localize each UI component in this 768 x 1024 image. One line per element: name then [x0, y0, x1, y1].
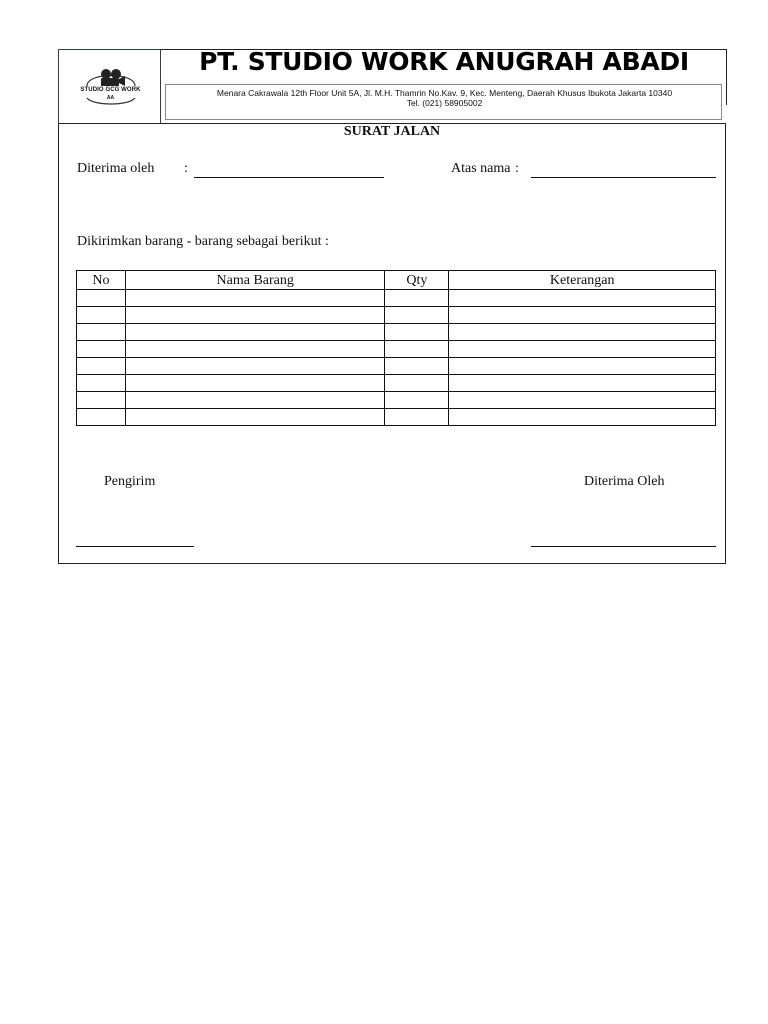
- receiver-signature-line[interactable]: [531, 546, 716, 547]
- cell-qty[interactable]: [385, 358, 449, 375]
- cell-nama-barang[interactable]: [125, 358, 385, 375]
- intro-text: Dikirimkan barang - barang sebagai berikut :: [77, 234, 329, 249]
- table-row: [77, 375, 716, 392]
- cell-keterangan[interactable]: [449, 358, 716, 375]
- cell-qty[interactable]: [385, 409, 449, 426]
- sender-signature-line[interactable]: [76, 546, 194, 547]
- phone-line: Tel. (021) 58905002: [406, 98, 483, 108]
- receiver-label: Diterima Oleh: [584, 474, 665, 489]
- logo-text: STUDIO GCG WORK: [80, 87, 141, 93]
- cell-qty[interactable]: [385, 290, 449, 307]
- table-row: [77, 290, 716, 307]
- cell-no[interactable]: [77, 307, 126, 324]
- cell-nama-barang[interactable]: [125, 290, 385, 307]
- cell-nama-barang[interactable]: [125, 341, 385, 358]
- received-by-label: Diterima oleh: [77, 161, 155, 176]
- cell-no[interactable]: [77, 341, 126, 358]
- cell-qty[interactable]: [385, 307, 449, 324]
- cell-nama-barang[interactable]: [125, 392, 385, 409]
- document-title: SURAT JALAN: [343, 124, 441, 139]
- on-behalf-field[interactable]: [531, 177, 716, 178]
- table-row: [77, 409, 716, 426]
- cell-no[interactable]: [77, 409, 126, 426]
- cell-no[interactable]: [77, 324, 126, 341]
- cell-nama-barang[interactable]: [125, 324, 385, 341]
- received-by-field[interactable]: [194, 177, 384, 178]
- column-header-keterangan: Keterangan: [449, 271, 716, 290]
- logo-subtext: AA: [106, 95, 115, 101]
- table-row: [77, 358, 716, 375]
- cell-nama-barang[interactable]: [125, 375, 385, 392]
- cell-keterangan[interactable]: [449, 324, 716, 341]
- address-line: Menara Cakrawala 12th Floor Unit 5A, Jl. M.H. Thamrin No.Kav. 9, Kec. Menteng, Daerah Khusus Ibukota Jakarta 10340: [216, 88, 673, 98]
- table-row: [77, 307, 716, 324]
- column-header-no: No: [77, 271, 126, 290]
- cell-no[interactable]: [77, 290, 126, 307]
- table-header-row: [77, 271, 716, 290]
- table-row: [77, 341, 716, 358]
- cell-keterangan[interactable]: [449, 290, 716, 307]
- cell-qty[interactable]: [385, 341, 449, 358]
- received-by-colon: :: [184, 161, 188, 176]
- on-behalf-colon: :: [515, 161, 519, 176]
- on-behalf-label: Atas nama: [451, 161, 511, 176]
- cell-keterangan[interactable]: [449, 307, 716, 324]
- cell-nama-barang[interactable]: [125, 409, 385, 426]
- cell-nama-barang[interactable]: [125, 307, 385, 324]
- table-row: [77, 392, 716, 409]
- cell-no[interactable]: [77, 392, 126, 409]
- table-row: [77, 324, 716, 341]
- cell-qty[interactable]: [385, 375, 449, 392]
- cell-keterangan[interactable]: [449, 392, 716, 409]
- company-logo: [58, 49, 161, 124]
- cell-no[interactable]: [77, 358, 126, 375]
- column-header-qty: Qty: [385, 271, 449, 290]
- company-name: PT. STUDIO WORK ANUGRAH ABADI: [199, 47, 689, 76]
- column-header-nama-barang: Nama Barang: [125, 271, 385, 290]
- cell-keterangan[interactable]: [449, 341, 716, 358]
- items-table: [76, 270, 716, 426]
- cell-keterangan[interactable]: [449, 375, 716, 392]
- address-box: [165, 84, 722, 120]
- cell-keterangan[interactable]: [449, 409, 716, 426]
- cell-qty[interactable]: [385, 324, 449, 341]
- sender-label: Pengirim: [104, 474, 156, 489]
- cell-qty[interactable]: [385, 392, 449, 409]
- cell-no[interactable]: [77, 375, 126, 392]
